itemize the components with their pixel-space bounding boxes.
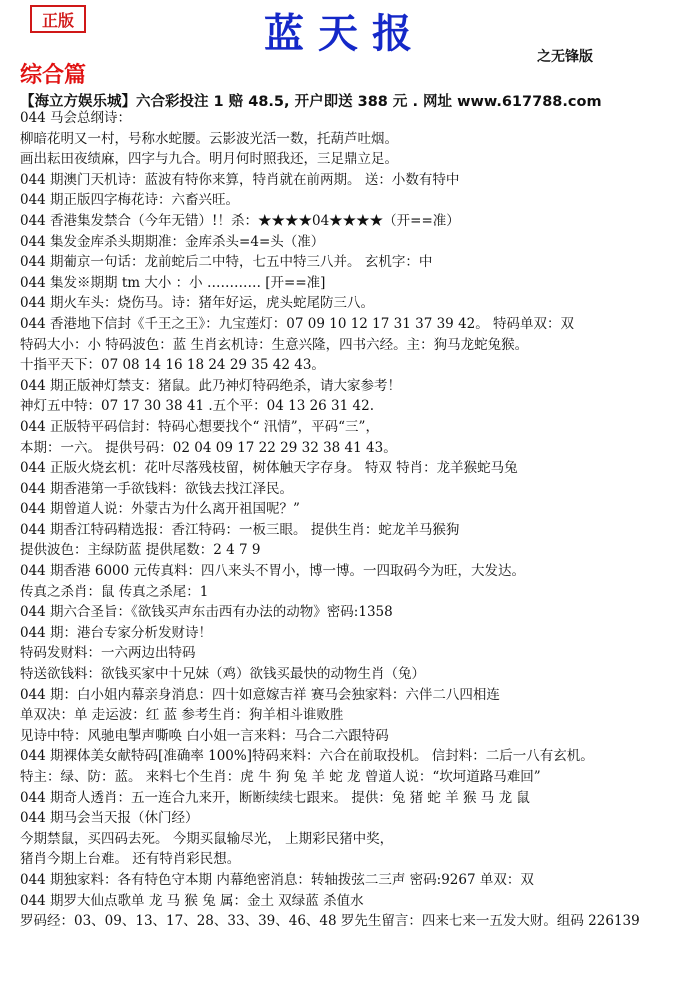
text-line: 神灯五中特：07 17 30 38 41 .五个平：04 13 26 31 42. — [20, 398, 374, 415]
text-line: 044 期裸体美女献特码[准确率 100%]特码来料：六合在前取投机。 信封料：二后一八有玄机。 — [20, 748, 594, 765]
text-line: 044 期独家料：各有特色守本期 内幕绝密消息：转轴拨弦二三声 密码:9267 单双：双 — [20, 871, 534, 888]
text-line: 044 期马会当天报（休门经） — [20, 810, 199, 827]
stamp-label: 正版 — [30, 5, 86, 33]
text-line: 特送欲钱料：欲钱买家中十兄妹（鸡）欲钱买最快的动物生肖（兔） — [20, 666, 425, 683]
section-heading: 综合篇 — [20, 62, 87, 88]
text-line: 044 期香港第一手欲钱料：欲钱去找江泽民。 — [20, 480, 294, 497]
newspaper-title: 蓝天报 — [264, 10, 426, 57]
text-line: 单双决：单 走运波：红 蓝 参考生肖：狗羊相斗谁败胜 — [20, 707, 344, 724]
text-line: 本期：一六。 提供号码：02 04 09 17 22 29 32 38 41 43。 — [20, 439, 397, 456]
text-line: 044 期葡京一句话：龙前蛇后二中特，七五中特三八并。 玄机字：中 — [20, 254, 433, 271]
text-line: 见诗中特：风驰电掣声嘶唤 白小姐一言来料：马合二六跟特码 — [20, 727, 389, 744]
text-line: 044 马会总纲诗： — [20, 110, 132, 126]
text-line: 柳暗花明又一村，号称水蛇腰。云影波光活一数，托葫芦吐烟。 — [20, 130, 398, 147]
text-line: 猪肖今期上台难。 还有特肖彩民想。 — [20, 851, 241, 868]
text-line: 044 期：港台专家分析发财诗！ — [20, 624, 213, 641]
text-line: 044 期澳门天机诗：蓝波有特你来算，特肖就在前两期。 送：小数有特中 — [20, 171, 460, 188]
text-line: 044 期正版四字梅花诗：六畜兴旺。 — [20, 192, 240, 209]
content-lines — [20, 108, 685, 932]
text-line: 044 期奇人透肖：五一连合九来开，断断续续七跟来。 提供：兔 猪 蛇 羊 猴 马 龙 鼠 — [20, 789, 530, 806]
text-line: 044 期正版神灯禁支：猪鼠。此乃神灯特码绝杀，请大家参考！ — [20, 377, 402, 394]
text-line: 044 期香江特码精选报：香江特码：一板三眼。 提供生肖：蛇龙羊马猴狗 — [20, 521, 460, 538]
text-line: 画出耘田夜绩麻，四字与九合。明月何时照我还，三足鼎立足。 — [20, 151, 398, 168]
text-line: 今期禁鼠，买四码去死。 今期买鼠输尽光， 上期彩民猪中奖， — [20, 830, 394, 847]
text-line: 特主：绿、防：蓝。 来料七个生肖：虎 牛 狗 兔 羊 蛇 龙 曾道人说：“坎坷道路马难回” — [20, 769, 541, 785]
text-line: 044 香港地下信封《千王之王》：九宝莲灯：07 09 10 12 17 31 37 39 42。 特码单双：双 — [20, 315, 575, 332]
edition-label: 之无锋版 — [537, 49, 593, 65]
text-line: 044 期火车头：烧伤马。诗：猪年好运，虎头蛇尾防三八。 — [20, 295, 375, 312]
text-line: 044 期香港 6000 元传真料：四八来头不胃小，博一博。一四取码今为旺，大发达。 — [20, 563, 525, 580]
text-line: 044 正版特平码信封：特码心想要找个“ 汛情”，平码“三”， — [20, 418, 379, 435]
text-line: 044 期罗大仙点歌单 龙 马 猴 兔 属：金土 双绿蓝 杀值水 — [20, 892, 364, 909]
text-line: 044 期六合圣旨：《欲钱买声东击西有办法的动物》密码:1358 — [20, 604, 393, 621]
ad-banner: 【海立方娱乐城】六合彩投注 1 赔 48.5, 开户即送 388 元 . 网址 www.617788.com — [20, 94, 602, 110]
text-line: 罗码经：03、09、13、17、28、33、39、46、48 罗先生留言：四来七来一五发大财。组码 226139 — [20, 913, 640, 930]
text-line: 传真之杀肖：鼠 传真之杀尾：1 — [20, 583, 209, 600]
text-line: 特码大小：小 特码波色：蓝 生肖玄机诗：生意兴隆，四书六经。主：狗马龙蛇兔猴。 — [20, 336, 529, 353]
text-line: 提供波色：主绿防蓝 提供尾数：2 4 7 9 — [20, 542, 261, 559]
text-line: 十指平天下：07 08 14 16 18 24 29 35 42 43。 — [20, 357, 325, 374]
text-line: 044 集发※期期 tm 大小 ：小 ………… [开==准] — [20, 274, 326, 291]
text-line: 044 香港集发禁合（今年无错）!！杀：★★★★04★★★★（开==准） — [20, 212, 460, 229]
text-line: 044 期曾道人说：外蒙古为什么离开祖国呢？” — [20, 501, 300, 518]
text-line: 044 集发金库杀头期期准：金库杀头=4=头（准） — [20, 233, 325, 250]
text-line: 特码发财料：一六两边出特码 — [20, 645, 196, 662]
text-line: 044 正版火烧玄机：花叶尽落残枝留，树体触天字存身。 特双 特肖：龙羊猴蛇马兔 — [20, 460, 518, 477]
text-line: 044 期：白小姐内幕亲身消息：四十如意嫁吉祥 赛马会独家料：六伴二八四相连 — [20, 686, 500, 703]
